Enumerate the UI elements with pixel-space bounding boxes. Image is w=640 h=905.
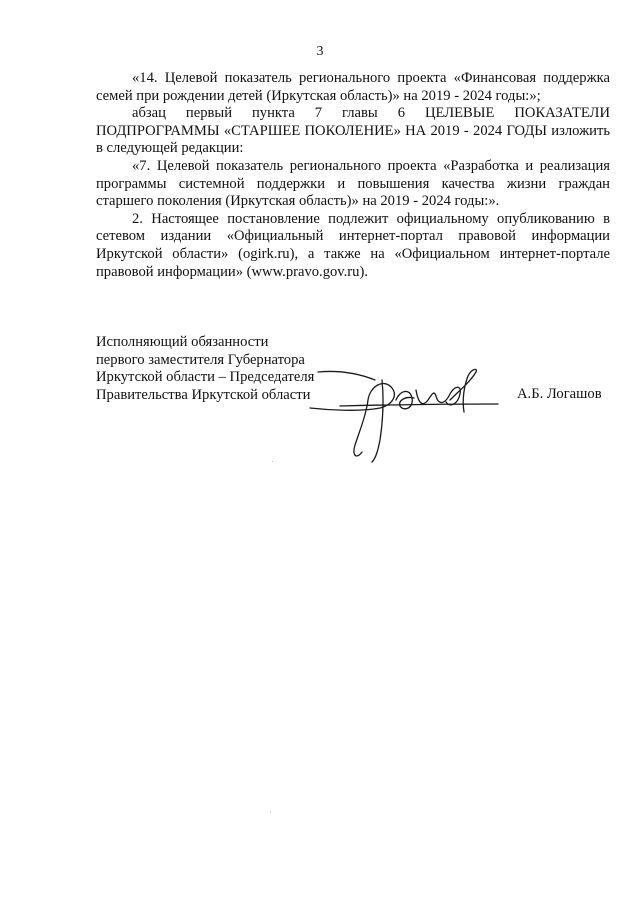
handwritten-signature <box>300 360 500 470</box>
paragraph-amendment-7: «7. Целевой показатель регионального проекта «Разработка и реализация программы системной поддержки и повышения качества жизни граждан старшего поколения (Иркутская область)» на 2019 - 2024 годы:». <box>96 157 610 210</box>
signatory-title-line: Иркутской области – Председателя <box>96 369 315 386</box>
document-body <box>96 70 610 281</box>
paragraph-amendment-14: «14. Целевой показатель регионального проекта «Финансовая поддержка семей при рождении детей (Иркутская область)» на 2019 - 2024 годы:»; <box>96 70 610 104</box>
signatory-title-line: Правительства Иркутской области <box>96 386 311 403</box>
paragraph-publication: 2. Настоящее постановление подлежит официальному опубликованию в сетевом издании «Официальный интернет-портал правовой информации Иркутской области» (ogirk.ru), а также на «Официальном интернет-портале правовой информации» (www.pravo.gov.ru). <box>96 210 610 280</box>
page-number: 3 <box>316 44 324 59</box>
signatory-name: А.Б. Логашов <box>517 386 602 402</box>
signatory-title-line: Исполняющий обязанности <box>96 334 269 350</box>
scan-speck <box>270 812 271 813</box>
paragraph-amendment-instruction: абзац первый пункта 7 главы 6 ЦЕЛЕВЫЕ ПОКАЗАТЕЛИ ПОДПРОГРАММЫ «СТАРШЕЕ ПОКОЛЕНИЕ» НА 2019 - 2024 ГОДЫ изложить в следующей редакции: <box>96 105 610 157</box>
scan-speck <box>272 461 273 462</box>
signatory-title-line: первого заместителя Губернатора <box>96 351 305 368</box>
